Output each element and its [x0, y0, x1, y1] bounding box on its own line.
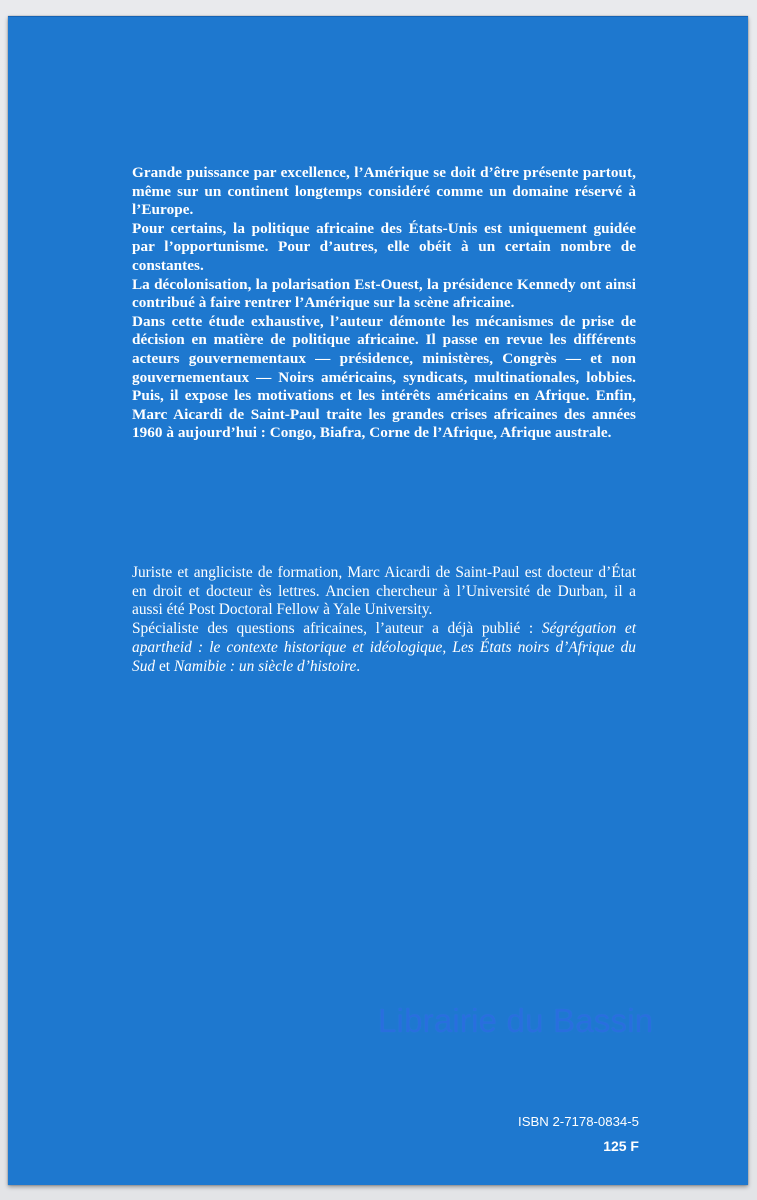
- bio-paragraph-1: Juriste et angliciste de formation, Marc Aicardi de Saint-Paul est docteur d’État en droit et docteur ès lettres. Ancien chercheur à l’Université de Durban, il a aussi été Post Doctoral Fellow à Yale University.: [132, 564, 636, 619]
- bio-intro: Spécialiste des questions africaines, l’auteur a déjà publié :: [132, 620, 542, 638]
- bio-separator-1: ,: [442, 638, 453, 656]
- bio-end: .: [356, 657, 361, 675]
- author-bio: [132, 564, 636, 676]
- book-title-namibie: Namibie : un siècle d’histoire: [173, 657, 357, 675]
- book-title-segregation: Ségrégation et apartheid : le contexte historique et idéologique: [132, 620, 636, 656]
- isbn-label: ISBN 2-7178-0834-5: [518, 1114, 639, 1129]
- summary-paragraph-2: Pour certains, la politique africaine des États-Unis est uniquement guidée par l’opportunisme. Pour d’autres, elle obéit à un certain nombre de constantes.: [132, 219, 636, 274]
- summary-paragraph-4: Dans cette étude exhaustive, l’auteur démonte les mécanismes de prise de décision en matière de politique africaine. Il passe en revue les différents acteurs gouvernementaux — présidence, ministères, Congrès — et non gouvernementaux — Noirs américains, syndicats, multinationales, lobbies. Puis, il expose les motivations et les intérêts américains en Afrique. Enfin, Marc Aicardi de Saint-Paul traite les grandes crises africaines des années 1960 à aujourd’hui : Congo, Biafra, Corne de l’Afrique, Afrique australe.: [132, 312, 636, 442]
- bio-separator-2: et: [155, 657, 174, 675]
- bookseller-watermark: Librairie du Bassin: [378, 1002, 654, 1039]
- bio-paragraph-2: [132, 620, 636, 676]
- summary-text: [132, 164, 636, 443]
- book-title-etats-noirs: Les États noirs d’Afrique du Sud: [132, 638, 636, 675]
- price-label: 125 F: [603, 1138, 639, 1154]
- summary-paragraph-3: La décolonisation, la polarisation Est-Ouest, la présidence Kennedy ont ainsi contribué à faire rentrer l’Amérique sur la scène africaine.: [132, 275, 636, 312]
- summary-paragraph-1: Grande puissance par excellence, l’Amérique se doit d’être présente partout, même sur un continent longtemps considéré comme un domaine réservé à l’Europe.: [132, 164, 636, 219]
